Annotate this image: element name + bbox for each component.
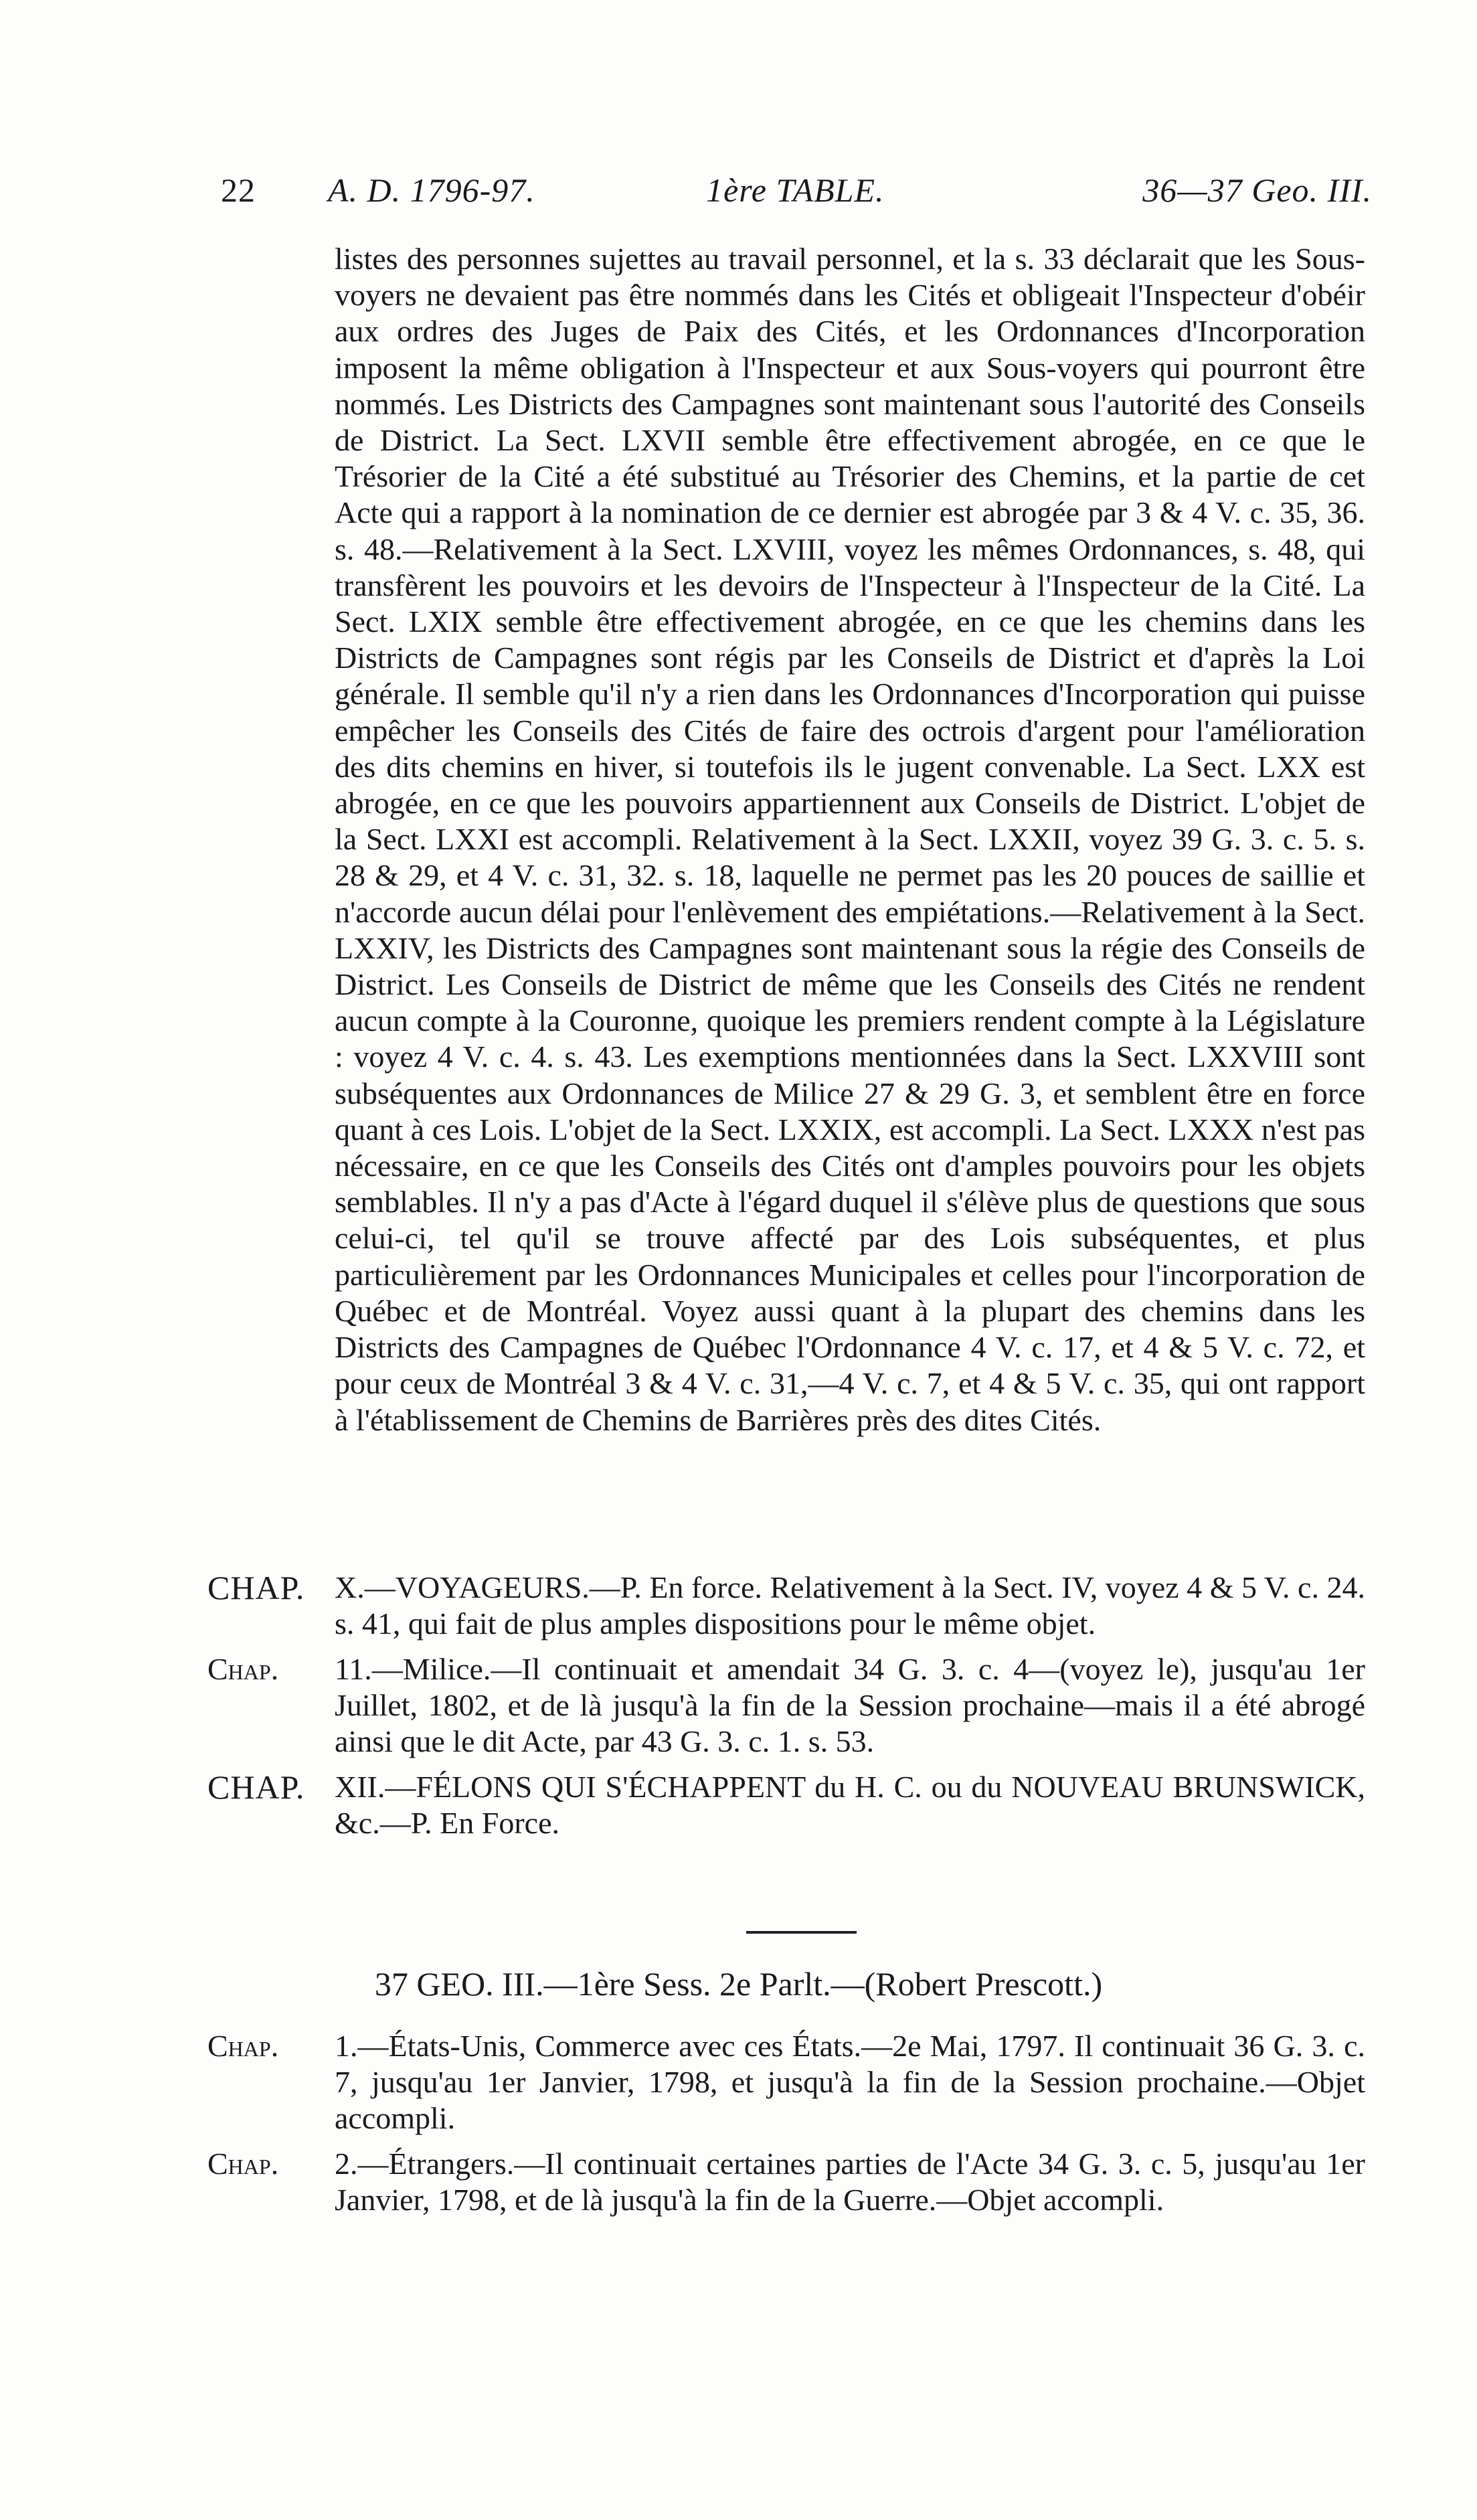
page-number: 22 (221, 171, 256, 209)
chapter-entries-second (207, 2028, 1365, 2228)
chapter-entry (207, 2028, 1365, 2136)
section-title: 37 GEO. III.—1ère Sess. 2e Parlt.—(Robert Prescott.) (374, 1965, 1103, 2003)
chapter-label: Chap. (207, 2029, 279, 2063)
chapter-label: CHAP. (207, 1768, 305, 1806)
chapter-entry (207, 1570, 1365, 1642)
chapter-text: 11.—Milice.—Il continuait et amendait 34 G. 3. c. 4—(voyez le), jusqu'au 1er Juillet, 1802, et de là jusqu'à la fin de la Session prochaine—mais il a été abrogé ainsi que le dit Acte, par 43 G. 3. c. 1. s. 53. (335, 1652, 1365, 1758)
section-divider (746, 1931, 857, 1934)
chapter-entries (207, 1570, 1365, 1851)
chapter-entry (207, 1651, 1365, 1760)
chapter-text: X.—VOYAGEURS.—P. En force. Relativement à la Sect. IV, voyez 4 & 5 V. c. 24. s. 41, qui fait de plus amples dispositions pour le même objet. (335, 1570, 1365, 1641)
chapter-entry (207, 1769, 1365, 1841)
chapter-entry (207, 2146, 1365, 2218)
chapter-text: 2.—Étrangers.—Il continuait certaines parties de l'Acte 34 G. 3. c. 5, jusqu'au 1er Janvier, 1798, et de là jusqu'à la fin de la Guerre.—Objet accompli. (335, 2147, 1365, 2217)
chapter-label: Chap. (207, 2147, 279, 2181)
continued-paragraph (335, 241, 1365, 1438)
chapter-label: CHAP. (207, 1569, 305, 1606)
running-header (221, 171, 1372, 218)
chapter-label: Chap. (207, 1652, 279, 1686)
chapter-text: 1.—États-Unis, Commerce avec ces États.—2e Mai, 1797. Il continuait 36 G. 3. c. 7, jusqu'au 1er Janvier, 1798, et jusqu'à la fin de la Session prochaine.—Objet accompli. (335, 2029, 1365, 2135)
header-date: A. D. 1796-97. (328, 171, 535, 209)
chapter-text: XII.—FÉLONS QUI S'ÉCHAPPENT du H. C. ou du NOUVEAU BRUNSWICK, &c.—P. En Force. (335, 1770, 1365, 1840)
header-reign: 36—37 Geo. III. (1142, 171, 1372, 209)
paragraph-text: listes des personnes sujettes au travail personnel, et la s. 33 déclarait que les Sous-voyers ne devaient pas être nommés dans les Cités et obligeait l'Inspecteur d'obéir aux ordres des Juges de Paix des Cités, et les Ordonnances d'Incorporation imposent la même obligation à l'Inspecteur et aux Sous-voyers qui pourront être nommés. Les Districts des Campagnes sont maintenant sous l'autorité des Conseils de District. La Sect. LXVII semble être effectivement abrogée, en ce que le Trésorier de la Cité a été substitué au Trésorier des Chemins, et la partie de cet Acte qui a rapport à la nomination de ce dernier est abrogée par 3 & 4 V. c. 35, 36. s. 48.—Relativement à la Sect. LXVIII, voyez les mêmes Ordonnances, s. 48, qui transfèrent les pouvoirs et les devoirs de l'Inspecteur à l'Inspecteur de la Cité. La Sect. LXIX semble être effectivement abrogée, en ce que les chemins dans les Districts de Campagnes sont régis par les Conseils de District et d'après la Loi générale. Il semble qu'il n'y a rien dans les Ordonnances d'Incorporation qui puisse empêcher les Conseils des Cités de faire des octrois d'argent pour l'amélioration des dits chemins en hiver, si toutefois ils le jugent convenable. La Sect. LXX est abrogée, en ce que les pouvoirs appartiennent aux Conseils de District. L'objet de la Sect. LXXI est accompli. Relativement à la Sect. LXXII, voyez 39 G. 3. c. 5. s. 28 & 29, et 4 V. c. 31, 32. s. 18, laquelle ne permet pas les 20 pouces de saillie et n'accorde aucun délai pour l'enlèvement des empiétations.—Relativement à la Sect. LXXIV, les Districts des Campagnes sont maintenant sous la régie des Conseils de District. Les Conseils de District de même que les Conseils des Cités ne rendent aucun compte à la Couronne, quoique les premiers rendent compte à la Législature : voyez 4 V. c. 4. s. 43. Les exemptions mentionnées dans la Sect. LXXVIII sont subséquentes aux Ordonnances de Milice 27 & 29 G. 3, et semblent être en force quant à ces Lois. L'objet de la Sect. LXXIX, est accompli. La Sect. LXXX n'est pas nécessaire, en ce que les Conseils des Cités ont d'amples pouvoirs pour les objets semblables. Il n'y a pas d'Acte à l'égard duquel il s'élève plus de questions que sous celui-ci, tel qu'il se trouve affecté par des Lois subséquentes, et plus particulièrement par les Ordonnances Municipales et celles pour l'incorporation de Québec et de Montréal. Voyez aussi quant à la plupart des chemins dans les Districts des Campagnes de Québec l'Ordonnance 4 V. c. 17, et 4 & 5 V. c. 72, et pour ceux de Montréal 3 & 4 V. c. 31,—4 V. c. 7, et 4 & 5 V. c. 35, qui ont rapport à l'établissement de Chemins de Barrières près des dites Cités. (335, 242, 1365, 1437)
header-table-title: 1ère TABLE. (706, 171, 885, 209)
